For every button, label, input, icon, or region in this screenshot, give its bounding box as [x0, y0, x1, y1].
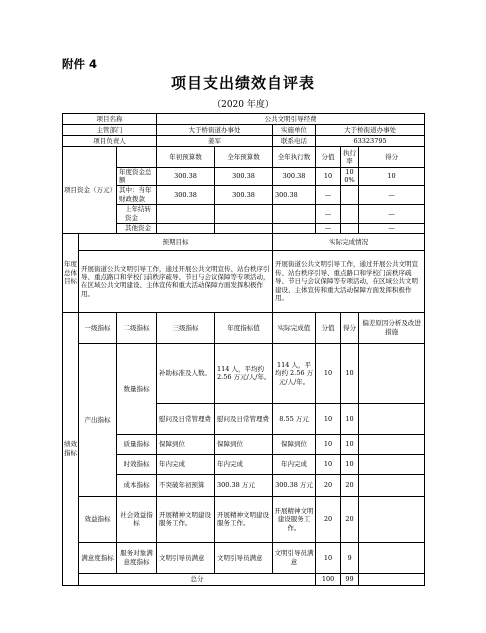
col-l2: 二级指标: [117, 312, 157, 343]
indicator-l3: 补助标准及人数。: [157, 343, 215, 403]
col-full-budget: 全年预算数: [215, 147, 273, 168]
col-l3: 三级指标: [157, 312, 215, 343]
indicator-target: 300.38 万元: [215, 474, 273, 496]
total-label: 总分: [79, 573, 316, 585]
col-points: 得分: [341, 312, 359, 343]
indicator-target: 年内完成: [215, 454, 273, 474]
fund-row-points: —: [359, 223, 425, 233]
fund-row-annual: 300.38: [157, 185, 215, 204]
effect-label: 效益指标: [79, 496, 117, 542]
phone-value: 63323795: [316, 136, 425, 147]
unit-label: 实施单位: [273, 125, 316, 136]
col-points: 得分: [359, 147, 425, 168]
col-score: 分值: [316, 312, 341, 343]
indicator-target: 文明引导员满意: [215, 542, 273, 573]
fund-row-annual: [157, 223, 215, 233]
indicator-l2: 成本指标: [117, 474, 157, 496]
indicator-l2: 社会效益指标: [117, 496, 157, 542]
indicators-label: 绩效指标: [63, 312, 79, 585]
indicator-score: 10: [316, 454, 341, 474]
fund-row-name: 其中：当年财政拨款: [117, 185, 157, 204]
indicator-actual: 300.38 万元: [273, 474, 316, 496]
funds-label: 项目资金（万元）: [63, 147, 117, 234]
indicator-actual: 114 人，平均约 2.56 万元/人/年。: [273, 343, 316, 403]
indicator-reason: [359, 542, 425, 573]
dept-label: 主管部门: [63, 125, 157, 136]
dept-value: 大于桥街道办事处: [157, 125, 273, 136]
indicator-l3: 保障到位: [157, 434, 215, 454]
indicator-actual: 年内完成: [273, 454, 316, 474]
indicator-l2: 质量指标: [117, 434, 157, 454]
leader-value: 姜军: [157, 136, 273, 147]
indicator-score: 20: [316, 496, 341, 542]
indicator-score: 10: [316, 542, 341, 573]
project-name-label: 项目名称: [63, 114, 157, 125]
col-target: 年度指标值: [215, 312, 273, 343]
col-actual: 实际完成值: [273, 312, 316, 343]
fund-row-points: —: [359, 185, 425, 204]
indicator-l3: 开展精神文明建设服务工作。: [157, 496, 215, 542]
total-reason: [359, 573, 425, 585]
indicator-points: 9: [341, 542, 359, 573]
fund-row-full: 300.38: [215, 168, 273, 186]
page-title: 项目支出绩效自评表: [170, 74, 315, 92]
total-score: 100: [316, 573, 341, 585]
indicator-reason: [359, 343, 425, 403]
fund-row-name: 年度资金总额: [117, 168, 157, 186]
goals-label: 年度总体目标: [63, 233, 79, 312]
indicator-score: 10: [316, 343, 341, 403]
indicator-l3: 文明引导员满意: [157, 542, 215, 573]
indicator-points: 10: [341, 343, 359, 403]
leader-label: 项目负责人: [63, 136, 157, 147]
indicator-reason: [359, 474, 425, 496]
fund-row-exec: [273, 204, 316, 223]
fund-row-score: —: [316, 185, 341, 204]
fund-row-score: 10: [316, 168, 341, 186]
indicator-actual: 文明引导员满意: [273, 542, 316, 573]
indicator-l3: 不突破年初预算: [157, 474, 215, 496]
indicator-l3: 年内完成: [157, 454, 215, 474]
actual-result-label: 实际完成情况: [273, 233, 425, 250]
fund-row-annual: 300.38: [157, 168, 215, 186]
fund-row-exec: [273, 223, 316, 233]
indicator-l2: 服务对象满意度指标: [117, 542, 157, 573]
fund-row-full: [215, 204, 273, 223]
fund-row-score: —: [316, 223, 341, 233]
col-score: 分值: [316, 147, 341, 168]
year-label: （2020 年度）: [212, 100, 274, 110]
quantity-label: 数量指标: [117, 343, 157, 434]
indicator-reason: [359, 434, 425, 454]
indicator-reason: [359, 454, 425, 474]
indicator-actual: 开展精神文明建设服务工作。: [273, 496, 316, 542]
satisfaction-label: 满意度指标: [79, 542, 117, 573]
expected-goal-text: 开展街道公共文明引导工作，通过开展公共文明宣传、站台秩序引导、重点路口和学校门前秩序疏导、节日与会议保障等专项活动，在区域公共文明建设、主体宣传和重大活动保障方面发挥积极作用。: [79, 250, 273, 312]
indicator-score: 10: [316, 403, 341, 434]
indicator-points: 10: [341, 403, 359, 434]
indicator-reason: [359, 496, 425, 542]
indicator-actual: 8.55 万元: [273, 403, 316, 434]
indicator-target: 保障到位: [215, 434, 273, 454]
fund-row-full: 300.38: [215, 185, 273, 204]
fund-row-rate: [341, 223, 359, 233]
col-annual-budget: 年初预算数: [157, 147, 215, 168]
output-label: 产出指标: [79, 343, 117, 496]
phone-label: 联系电话: [273, 136, 316, 147]
fund-row-points: —: [359, 204, 425, 223]
total-points: 99: [341, 573, 359, 585]
indicator-points: 20: [341, 474, 359, 496]
actual-result-text: 开展街道公共文明引导工作，通过开展公共文明宣传、站台秩序引导、重点路口和学校门前秩序疏导、节日与会议保障等专项活动，在区域公共文明建设、主体宣传和重大活动保障方面发挥积极作用。: [273, 250, 425, 312]
fund-row-exec: 300.38: [273, 168, 316, 186]
indicator-l2: 时效指标: [117, 454, 157, 474]
fund-row-full: [215, 223, 273, 233]
indicator-points: 20: [341, 496, 359, 542]
indicator-score: 20: [316, 474, 341, 496]
project-name-value: 公共文明引导经费: [157, 114, 425, 125]
indicator-target: 慰问及日常管理费: [215, 403, 273, 434]
fund-row-annual: [157, 204, 215, 223]
indicator-points: 10: [341, 434, 359, 454]
fund-row-exec: 300.38: [273, 185, 316, 204]
indicator-points: 10: [341, 454, 359, 474]
expected-goal-label: 预期目标: [79, 233, 273, 250]
col-l1: 一级指标: [79, 312, 117, 343]
fund-row-points: 10: [359, 168, 425, 186]
fund-row-score: —: [316, 204, 341, 223]
col-executed: 全年执行数: [273, 147, 316, 168]
indicator-reason: [359, 403, 425, 434]
indicator-target: 开展精神文明建设服务工作。: [215, 496, 273, 542]
unit-value: 大于桥街道办事处: [316, 125, 425, 136]
fund-row-rate: [341, 204, 359, 223]
fund-row-rate: 100%: [341, 168, 359, 186]
fund-row-rate: [341, 185, 359, 204]
indicator-target: 114 人，平均约 2.56 万元/人/年。: [215, 343, 273, 403]
indicator-score: 10: [316, 434, 341, 454]
indicator-actual: 保障到位: [273, 434, 316, 454]
indicator-l3: 慰问及日常管理费: [157, 403, 215, 434]
fund-row-name: 其他资金: [117, 223, 157, 233]
attachment-label: 附件 4: [62, 57, 98, 71]
performance-table: [62, 113, 425, 586]
col-reason: 偏差原因分析及改进措施: [359, 312, 425, 343]
col-rate: 执行率: [341, 147, 359, 168]
fund-row-name: 上年结转资金: [117, 204, 157, 223]
